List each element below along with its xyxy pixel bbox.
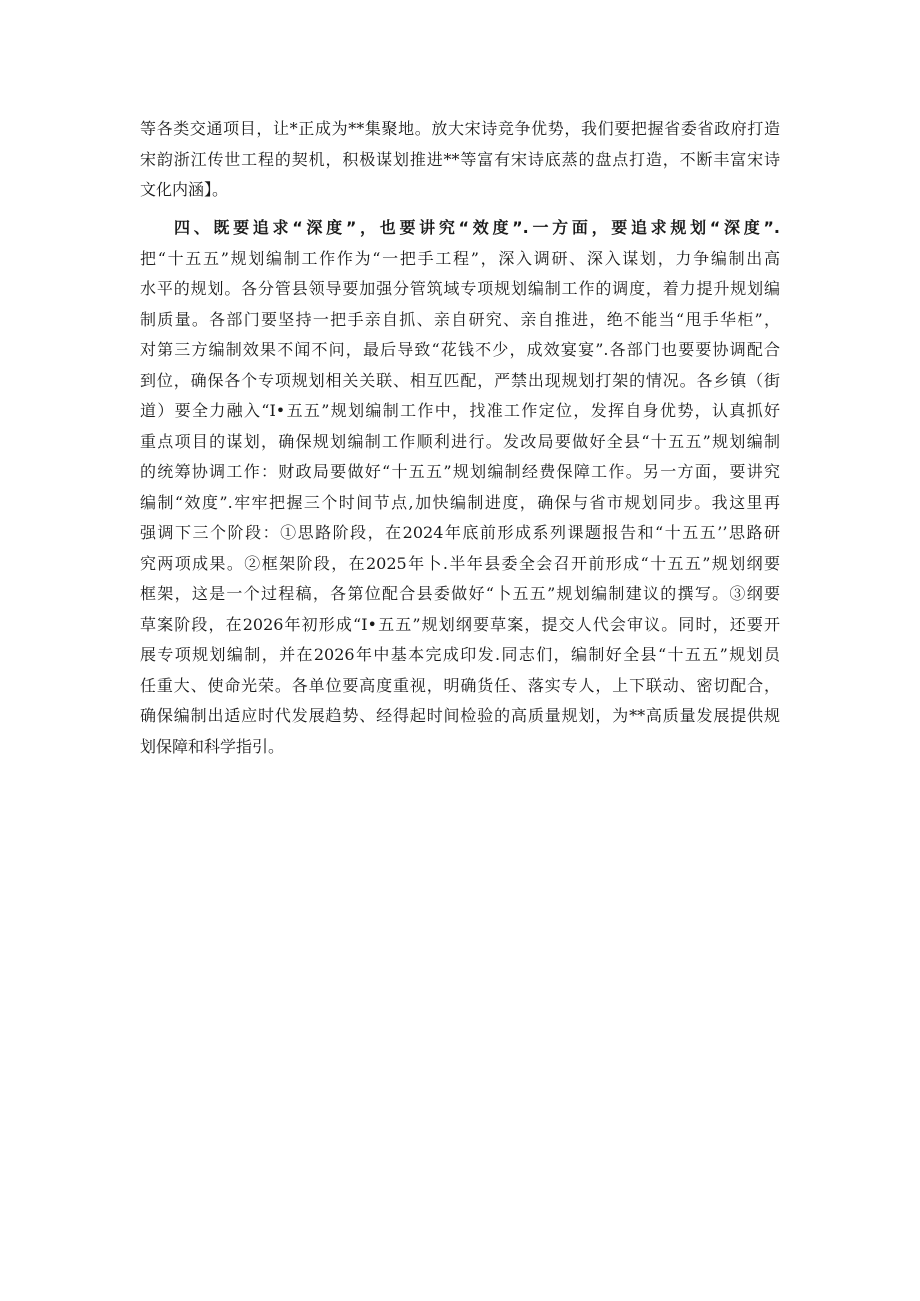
text-line: 划保障和科学指引。 <box>140 736 285 756</box>
text-line: 重点项目的谋划，确保规划编制工作顺利进行。发改局要做好全县“十五五”规划编制 <box>140 431 780 451</box>
text-line: 强调下三个阶段：①思路阶段，在2024年底前形成系列课题报告和“十五五’’思路研 <box>140 523 780 542</box>
text-line: 框架，这是一个过程稿，各第位配合县委做好“卜五五”规划编制建议的撰写。③纲要 <box>140 584 780 603</box>
text-line: 制质量。各部门要坚持一把手亲自抓、亲自研究、亲自推进，绝不能当“甩手华柜”， <box>140 309 780 329</box>
text-line: 草案阶段，在2026年初形成“I•五五”规划纲要草案，提交人代会审议。同时，还要开 <box>140 614 780 634</box>
text-line: 道）要全力融入“I•五五”规划编制工作中，找准工作定位，发挥自身优势，认真抓好 <box>140 401 780 420</box>
text-line: 编制“效度”.牢牢把握三个时间节点,加快编制进度，确保与省市规划同步。我这里再 <box>140 492 780 512</box>
text-line: 展专项规划编制，并在2026年中基本完成印发.同志们，编制好全县“十五五”规划员 <box>140 645 780 664</box>
text-line: 对第三方编制效果不闻不问，最后导致“花钱不少，成效宴宴”.各部门也要要协调配合 <box>140 340 780 359</box>
text-line: 等各类交通项目，让*正成为**集聚地。放大宋诗竞争优势，我们要把握省委省政府打造 <box>140 119 780 138</box>
text-line: 究两项成果。②框架阶段，在2025年卜.半年县委全会召开前形成“十五五”规划纲要 <box>140 553 780 573</box>
text-line: 文化内涵】。 <box>140 180 229 199</box>
section-heading: 四、既要追求“深度”，也要讲究“效度”.一方面，要追求规划“深度”. <box>174 218 780 237</box>
text-line: 到位，确保各个专项规划相关关联、相互匹配，严禁出现规划打架的情况。各乡镇（街 <box>140 370 780 390</box>
paragraph-transport-culture <box>140 114 780 206</box>
text-line: 宋韵浙江传世工程的契机，积极谋划推进**等富有宋诗底蒸的盘点打造，不断丰富宋诗 <box>140 149 780 169</box>
text-line: 把“十五五”规划编制工作作为“一把手工程”，深入调研、深入谋划，力争编制出高 <box>140 248 780 268</box>
text-line: 确保编制出适应时代发展趋势、经得起时间检验的高质量规划，为**高质量发展提供规 <box>140 706 780 725</box>
text-line: 水平的规划。各分管县领导要加强分管筑域专项规划编制工作的调度，着力提升规划编 <box>140 279 780 298</box>
text-line: 的统筹协调工作：财政局要做好“十五五”规划编制经费保障工作。另一方面，要讲究 <box>140 462 780 481</box>
paragraph-section-four <box>140 213 780 762</box>
text-line: 任重大、使命光荣。各单位要高度重视，明确货任、落实专人，上下联动、密切配合， <box>140 675 780 695</box>
